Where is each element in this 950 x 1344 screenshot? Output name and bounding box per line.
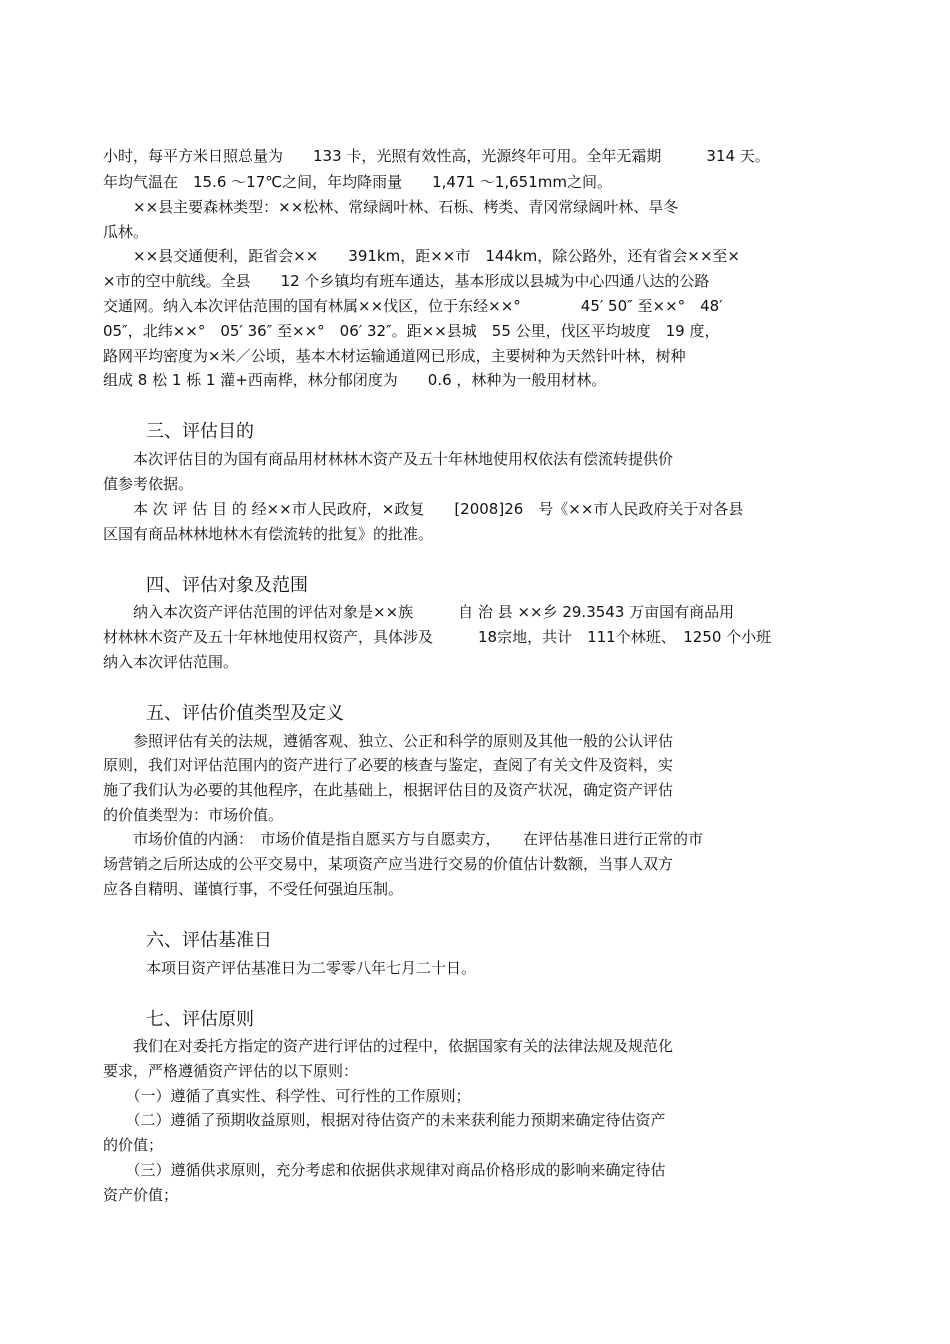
- text-line: 纳入本次资产评估范围的评估对象是××族 自 治 县 ××乡 29.3543 万亩国有商品用: [103, 603, 735, 621]
- text-line: 小时，每平方米日照总量为 133 卡，光照有效性高，光源终年可用。全年无霜期 314 天。: [103, 147, 770, 165]
- text-line: 纳入本次评估范围。: [103, 653, 239, 671]
- text-line: 原则，我们对评估范围内的资产进行了必要的核查与鉴定，查阅了有关文件及资料，实: [103, 756, 674, 774]
- text-line: 区国有商品林林地林木有偿流转的批复》的批准。: [103, 525, 434, 543]
- text-line: 资产价值；: [103, 1186, 179, 1204]
- text-line: 材林林木资产及五十年林地使用权资产，具体涉及 18宗地，共计 111个林班、 1250 个小班: [103, 628, 772, 646]
- text-line: 应各自精明、谨慎行事，不受任何强迫压制。: [103, 880, 404, 898]
- text-line: ××县主要森林类型：××松林、常绿阔叶林、石栎、栲类、青冈常绿阔叶林、旱冬: [103, 198, 679, 216]
- text-line: 瓜林。: [103, 223, 149, 241]
- text-line: 我们在对委托方指定的资产进行评估的过程中，依据国家有关的法律法规及规范化: [103, 1037, 674, 1055]
- text-line: 05″，北纬××° 05′ 36″ 至××° 06′ 32″。距××县城 55 公里，伐区平均坡度 19 度，: [103, 322, 720, 340]
- text-line: （一）遵循了真实性、科学性、可行性的工作原则；: [103, 1087, 471, 1105]
- text-line: 值参考依据。: [103, 475, 194, 493]
- text-line: 的价值类型为：市场价值。: [103, 806, 284, 824]
- text-line: 参照评估有关的法规，遵循客观、独立、公正和科学的原则及其他一般的公认评估: [103, 732, 674, 750]
- text-line: 的价值；: [103, 1136, 164, 1154]
- text-line: 路网平均密度为×米／公顷，基本木材运输通道网已形成，主要树种为天然针叶林，树种: [103, 347, 686, 365]
- text-line: ×市的空中航线。全县 12 个乡镇均有班车通达，基本形成以县城为中心四通八达的公路: [103, 272, 710, 290]
- section-heading: 四、评估对象及范围: [146, 575, 308, 596]
- text-line: 本 次 评 估 目 的 经××市人民政府，×政复 [2008]26 号《××市人民政府关于对各县: [103, 500, 744, 518]
- section-heading: 六、评估基准日: [146, 930, 272, 951]
- section-heading: 五、评估价值类型及定义: [146, 703, 344, 724]
- text-line: 本项目资产评估基准日为二零零八年七月二十日。: [146, 959, 477, 977]
- text-line: 组成 8 松 1 栎 1 灌+西南桦，林分郁闭度为 0.6 ，林种为一般用材林。: [103, 371, 607, 389]
- text-line: ××县交通便利，距省会×× 391km，距××市 144km，除公路外，还有省会××至×: [103, 247, 740, 265]
- section-heading: 七、评估原则: [146, 1009, 254, 1030]
- text-line: 本次评估目的为国有商品用材林林木资产及五十年林地使用权依法有偿流转提供价: [103, 450, 674, 468]
- text-line: （三）遵循供求原则，充分考虑和依据供求规律对商品价格形成的影响来确定待估: [103, 1161, 666, 1179]
- text-line: 施了我们认为必要的其他程序，在此基础上，根据评估目的及资产状况，确定资产评估: [103, 781, 674, 799]
- text-line: 场营销之后所达成的公平交易中，某项资产应当进行交易的价值估计数额，当事人双方: [103, 855, 674, 873]
- text-line: 交通网。纳入本次评估范围的国有林属××伐区，位于东经××° 45′ 50″ 至××° 48′: [103, 297, 723, 315]
- text-line: （二）遵循了预期收益原则，根据对待估资产的未来获利能力预期来确定待估资产: [103, 1111, 666, 1129]
- text-line: 年均气温在 15.6 ～17℃之间，年均降雨量 1,471 ～1,651mm之间。: [103, 173, 612, 191]
- section-heading: 三、评估目的: [146, 421, 254, 442]
- text-line: 要求，严格遵循资产评估的以下原则：: [103, 1062, 359, 1080]
- text-line: 市场价值的内涵： 市场价值是指自愿买方与自愿卖方， 在评估基准日进行正常的市: [103, 830, 704, 848]
